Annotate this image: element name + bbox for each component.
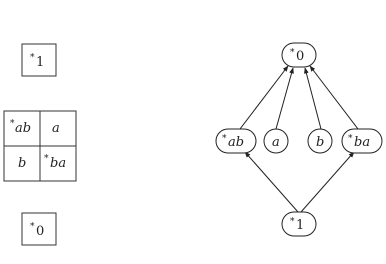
top-box-star: * <box>30 53 35 63</box>
hasse-diagram <box>216 43 382 236</box>
edges <box>240 66 358 212</box>
node-ba <box>342 129 382 153</box>
node-a <box>264 129 288 153</box>
bottom-box <box>22 213 56 245</box>
grid-cell-label: ba <box>50 156 67 171</box>
grid-cell-a <box>52 121 60 136</box>
node-star: * <box>348 134 353 144</box>
node-label: 1 <box>296 218 305 233</box>
node-b <box>308 129 332 153</box>
element-grid <box>4 111 76 181</box>
node-star: * <box>290 48 295 58</box>
node-1 <box>282 212 316 236</box>
left-panel <box>4 44 76 245</box>
node-star: * <box>290 217 295 227</box>
grid-cell-label: ab <box>15 121 32 136</box>
grid-cell-star: * <box>10 119 15 129</box>
edge-a-to-0 <box>276 68 293 129</box>
bottom-box-label: 0 <box>36 224 45 239</box>
grid-cell-label: a <box>52 121 60 136</box>
node-ab <box>216 129 256 153</box>
grid-cell-star: * <box>44 154 49 164</box>
node-star: * <box>222 134 227 144</box>
node-label: b <box>316 135 325 150</box>
grid-cell-b <box>18 156 26 171</box>
grid-cell-label: b <box>18 156 27 171</box>
edge-1-to-ba <box>301 152 354 212</box>
edge-ba-to-0 <box>310 66 358 129</box>
bottom-box-star: * <box>30 222 35 232</box>
node-label: 0 <box>296 49 305 64</box>
node-label: a <box>272 135 280 150</box>
edge-ab-to-0 <box>240 66 288 129</box>
node-label: ba <box>354 135 371 150</box>
top-box <box>22 44 56 76</box>
top-box-label: 1 <box>36 55 45 70</box>
node-label: ab <box>228 135 245 150</box>
edge-1-to-ab <box>245 152 298 212</box>
node-0 <box>282 43 316 67</box>
